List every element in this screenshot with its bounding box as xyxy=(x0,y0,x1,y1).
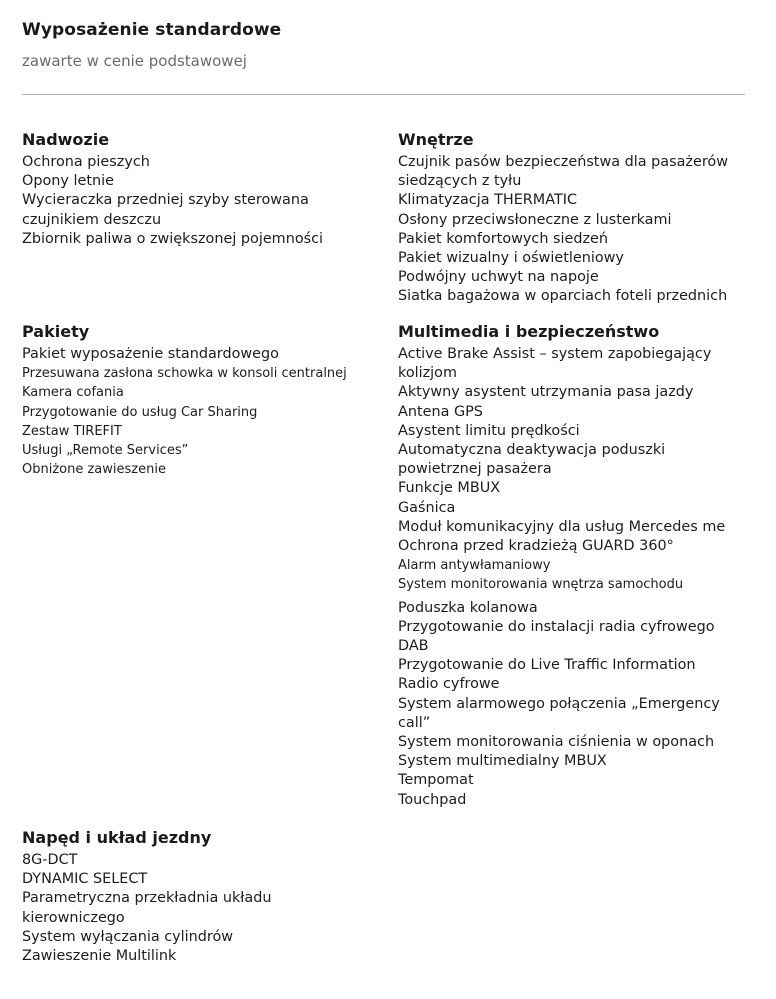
list-item: Funkcje MBUX xyxy=(398,480,501,497)
header-divider xyxy=(22,94,745,95)
list-item: Pakiet wyposażenie standardowego xyxy=(22,346,279,362)
list-item: call” xyxy=(398,714,431,731)
list-item: Antena GPS xyxy=(398,403,483,420)
list-item: Zbiornik paliwa o zwiększonej pojemności xyxy=(22,230,324,247)
list-item: Przygotowanie do instalacji radia cyfrowego xyxy=(398,618,715,635)
list-item: System monitorowania wnętrza samochodu xyxy=(398,577,684,593)
list-item: Czujnik pasów bezpieczeństwa dla pasażerów xyxy=(398,154,728,170)
section-nadwozie xyxy=(22,130,382,249)
list-item: Moduł komunikacyjny dla usług Mercedes me xyxy=(398,518,726,535)
list-item: siedzących z tyłu xyxy=(398,173,522,190)
list-item: kolizjom xyxy=(398,365,457,382)
section-wnetrze xyxy=(398,130,768,307)
list-item: Alarm antywłamaniowy xyxy=(398,558,551,574)
list-item: Przygotowanie do usług Car Sharing xyxy=(22,404,258,420)
list-item: czujnikiem deszczu xyxy=(22,211,162,228)
section-title-wnetrze: Wnętrze xyxy=(398,130,474,149)
section-title-multimedia: Multimedia i bezpieczeństwo xyxy=(398,322,660,341)
list-item: Obniżone zawieszenie xyxy=(22,462,166,478)
page-subtitle: zawarte w cenie podstawowej xyxy=(22,52,247,70)
list-item: kierowniczego xyxy=(22,909,125,926)
list-item: System alarmowego połączenia „Emergency xyxy=(398,695,720,712)
list-item: Opony letnie xyxy=(22,173,114,190)
list-item: Osłony przeciwsłoneczne z lusterkami xyxy=(398,211,672,228)
list-wnetrze xyxy=(398,153,768,307)
section-title-naped: Napęd i układ jezdny xyxy=(22,828,212,847)
list-item: Gaśnica xyxy=(398,499,456,516)
list-item: Poduszka kolanowa xyxy=(398,599,538,616)
list-naped xyxy=(22,851,392,966)
list-item: Pakiet komfortowych siedzeń xyxy=(398,230,609,247)
list-item: Parametryczna przekładnia układu xyxy=(22,890,272,907)
list-item: Przygotowanie do Live Traffic Information xyxy=(398,657,696,674)
list-item: Touchpad xyxy=(398,791,467,808)
page-title: Wyposażenie standardowe xyxy=(22,20,282,40)
list-item: Zawieszenie Multilink xyxy=(22,948,177,965)
list-item: Ochrona przed kradzieżą GUARD 360° xyxy=(398,538,674,555)
list-item: Wycieraczka przedniej szyby sterowana xyxy=(22,192,309,209)
list-item: Siatka bagażowa w oparciach foteli przednich xyxy=(398,288,728,305)
list-pakiety xyxy=(22,345,392,479)
list-item: Usługi „Remote Services” xyxy=(22,443,189,459)
list-item: Klimatyzacja THERMATIC xyxy=(398,192,578,209)
list-item: 8G-DCT xyxy=(22,852,78,868)
list-item: Pakiet wizualny i oświetleniowy xyxy=(398,250,624,267)
section-pakiety xyxy=(22,322,392,479)
list-item: Podwójny uchwyt na napoje xyxy=(398,269,599,286)
section-title-pakiety: Pakiety xyxy=(22,322,90,341)
list-item: Asystent limitu prędkości xyxy=(398,422,580,439)
list-item: DAB xyxy=(398,638,429,655)
section-title-nadwozie: Nadwozie xyxy=(22,130,110,149)
list-item: powietrznej pasażera xyxy=(398,461,552,478)
list-item: Tempomat xyxy=(398,772,474,789)
list-item: System multimedialny MBUX xyxy=(398,753,607,770)
list-item: Przesuwana zasłona schowka w konsoli centralnej xyxy=(22,366,347,382)
list-item: Kamera cofania xyxy=(22,385,124,401)
list-item: Automatyczna deaktywacja poduszki xyxy=(398,442,666,459)
list-item: Ochrona pieszych xyxy=(22,154,150,170)
list-item: Radio cyfrowe xyxy=(398,676,500,693)
list-item: Active Brake Assist – system zapobiegający xyxy=(398,346,712,362)
list-item: System monitorowania ciśnienia w oponach xyxy=(398,734,715,751)
list-item: Zestaw TIREFIT xyxy=(22,423,122,439)
list-multimedia xyxy=(398,345,768,810)
section-naped xyxy=(22,828,392,966)
list-item: System wyłączania cylindrów xyxy=(22,928,234,945)
list-nadwozie xyxy=(22,153,382,249)
list-item: Aktywny asystent utrzymania pasa jazdy xyxy=(398,384,694,401)
list-item: DYNAMIC SELECT xyxy=(22,871,148,888)
section-multimedia xyxy=(398,322,768,810)
